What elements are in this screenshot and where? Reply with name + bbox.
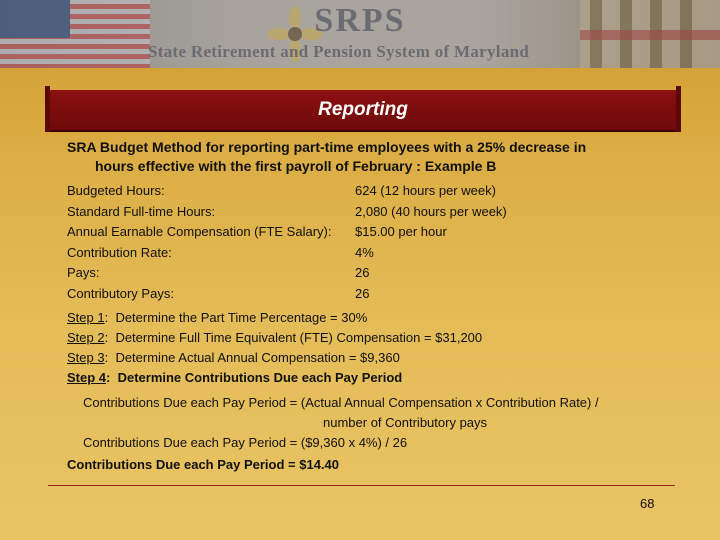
fact-value: $15.00 per hour [355, 224, 447, 239]
section-header-bar [48, 90, 678, 130]
logo-title: SRPS [314, 2, 406, 39]
step-label: Step 4 [67, 370, 107, 385]
footer-divider [48, 485, 675, 486]
step-label: Step 1 [67, 310, 105, 325]
fact-row [67, 181, 507, 202]
formula-line: Contributions Due each Pay Period = (Actual Annual Compensation x Contribution Rate) / [83, 395, 599, 410]
step-row: Step 1: Determine the Part Time Percentage = 30% [67, 310, 368, 325]
fact-value: 26 [355, 285, 370, 301]
step-row: Step 4: Determine Contributions Due each Pay Period [67, 370, 403, 385]
fact-label: Annual Earnable Compensation (FTE Salary): [67, 224, 332, 239]
step-text: Determine Contributions Due each Pay Period [117, 370, 403, 385]
fact-label: Pays: [67, 265, 100, 280]
step-text: Determine Actual Annual Compensation = $9,360 [115, 350, 400, 365]
fact-row [67, 263, 507, 284]
fact-row [67, 202, 507, 223]
fact-value: 624 (12 hours per week) [355, 183, 496, 198]
step-row: Step 2: Determine Full Time Equivalent (FTE) Compensation = $31,200 [67, 330, 483, 345]
step-label: Step 2 [67, 330, 105, 345]
section-title: Reporting [318, 99, 408, 120]
page-number: 68 [640, 496, 655, 511]
fact-value: 2,080 (40 hours per week) [355, 203, 507, 219]
step-text: Determine the Part Time Percentage = 30% [115, 310, 368, 325]
formula-line: Contributions Due each Pay Period = ($9,360 x 4%) / 26 [83, 435, 408, 450]
intro-line-2: hours effective with the first payroll of February : Example B [95, 158, 497, 174]
step-text: Determine Full Time Equivalent (FTE) Compensation = $31,200 [115, 330, 483, 345]
result-text: Contributions Due each Pay Period = $14.40 [67, 457, 340, 472]
fact-row [67, 284, 507, 305]
fact-label: Contribution Rate: [67, 244, 172, 260]
intro-line-1: SRA Budget Method for reporting part-time employees with a 25% decrease in [67, 139, 587, 155]
step-label: Step 3 [67, 350, 105, 365]
logo-subtitle: State Retirement and Pension System of Maryland [148, 42, 530, 61]
intro-text [67, 138, 677, 176]
fact-row [67, 243, 507, 264]
fact-value: 4% [355, 244, 374, 260]
fact-label: Contributory Pays: [67, 285, 174, 301]
step-row: Step 3: Determine Actual Annual Compensation = $9,360 [67, 350, 400, 365]
formula-block [83, 393, 599, 453]
fact-label: Budgeted Hours: [67, 183, 165, 198]
facts-list [67, 181, 507, 304]
fact-value: 26 [355, 265, 370, 280]
formula-line: number of Contributory pays [323, 415, 488, 430]
banner [0, 0, 720, 68]
fact-label: Standard Full-time Hours: [67, 203, 216, 219]
steps-list [67, 308, 482, 388]
fact-row [67, 222, 507, 243]
